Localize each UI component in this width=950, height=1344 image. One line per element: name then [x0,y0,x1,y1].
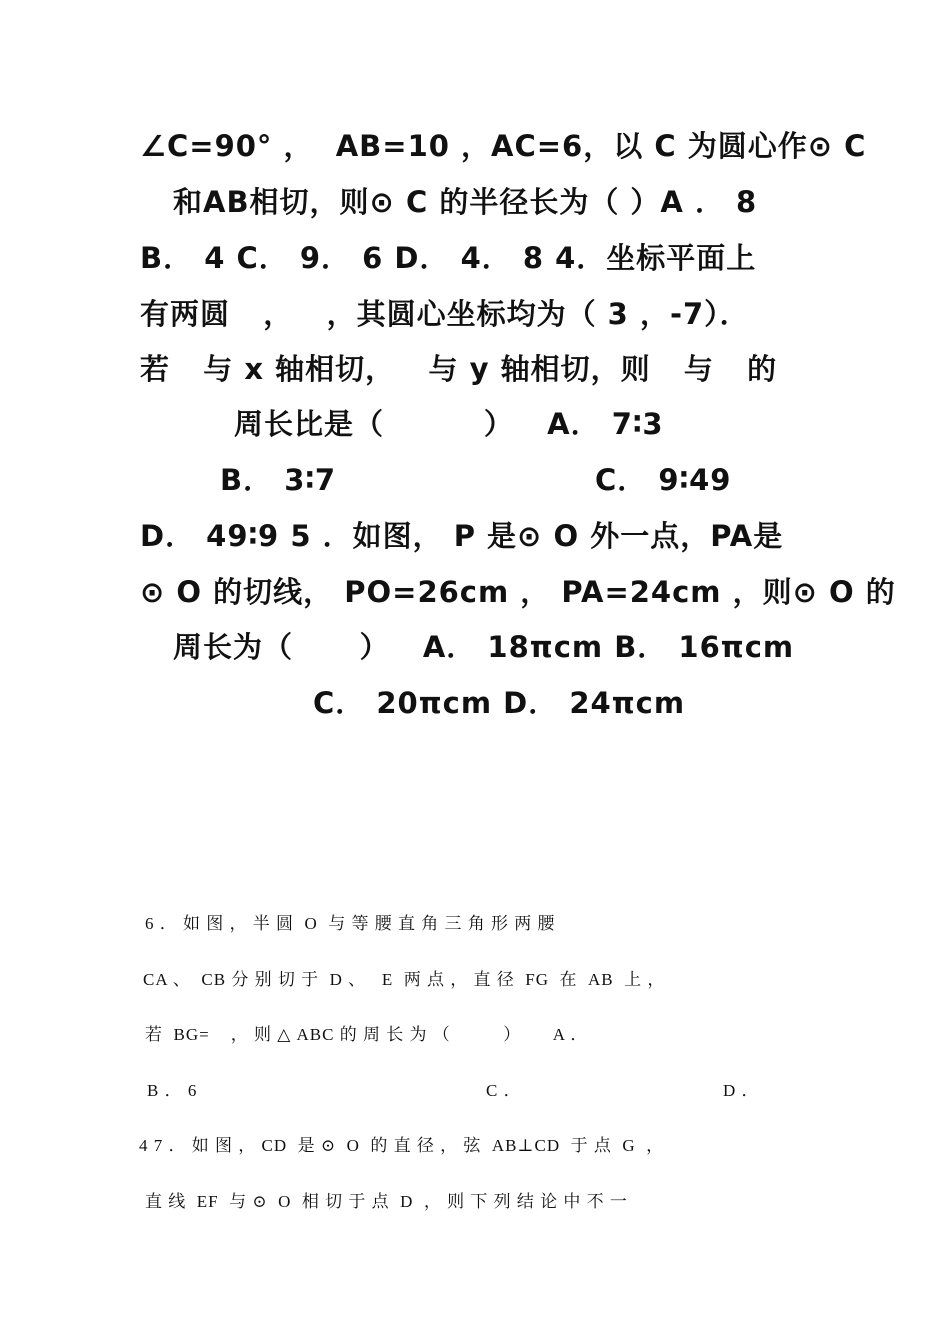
small-line-4-option-b: B ． 6 [147,1081,198,1100]
text-line-10: 周长为（ ） A． 18πcm B． 16πcm [173,630,795,664]
text-line-4: 有两圆 ， ，其圆心坐标均为（ 3 ，-7）． [140,297,750,331]
small-line-2: CA 、 CB 分 别 切 于 D 、 E 两 点 ， 直 径 FG 在 AB 上 ， [143,970,666,989]
text-line-3: B． 4 C． 9． 6 D． 4． 8 4．坐标平面上 [140,241,757,275]
text-line-7-option-c: C． 9∶49 [595,463,732,497]
small-line-5: 4 7 ． 如 图 ， CD 是 ⊙ O 的 直 径 ， 弦 AB⊥CD 于 点 G ， [139,1136,665,1155]
text-line-7-option-b: B． 3∶7 [220,463,337,497]
small-line-6: 直 线 EF 与 ⊙ O 相 切 于 点 D ， 则 下 列 结 论 中 不 一 [145,1192,628,1211]
text-line-9: ⊙ O 的切线， PO=26cm ， PA=24cm ，则⊙ O 的 [140,575,896,609]
text-line-8: D． 49∶9 5 ．如图， P 是⊙ O 外一点，PA是 [140,519,784,553]
text-line-1: ∠C=90° ， AB=10 ，AC=6，以 C 为圆心作⊙ C [140,129,867,163]
text-line-11: C． 20πcm D． 24πcm [313,686,686,720]
small-line-4-option-c: C ． [486,1081,522,1100]
text-line-2: 和AB相切，则⊙ C 的半径长为（ ）A ． 8 [173,185,758,219]
text-line-6: 周长比是（ ） A． 7∶3 [234,407,664,441]
text-line-5: 若 与 x 轴相切， 与 y 轴相切，则 与 的 [140,352,778,386]
small-line-3: 若 BG= ， 则 △ ABC 的 周 长 为 （ ） A ． [145,1025,589,1044]
small-line-1: 6 ． 如 图 ， 半 圆 O 与 等 腰 直 角 三 角 形 两 腰 [145,914,556,933]
small-line-4-option-d: D ． [723,1081,760,1100]
